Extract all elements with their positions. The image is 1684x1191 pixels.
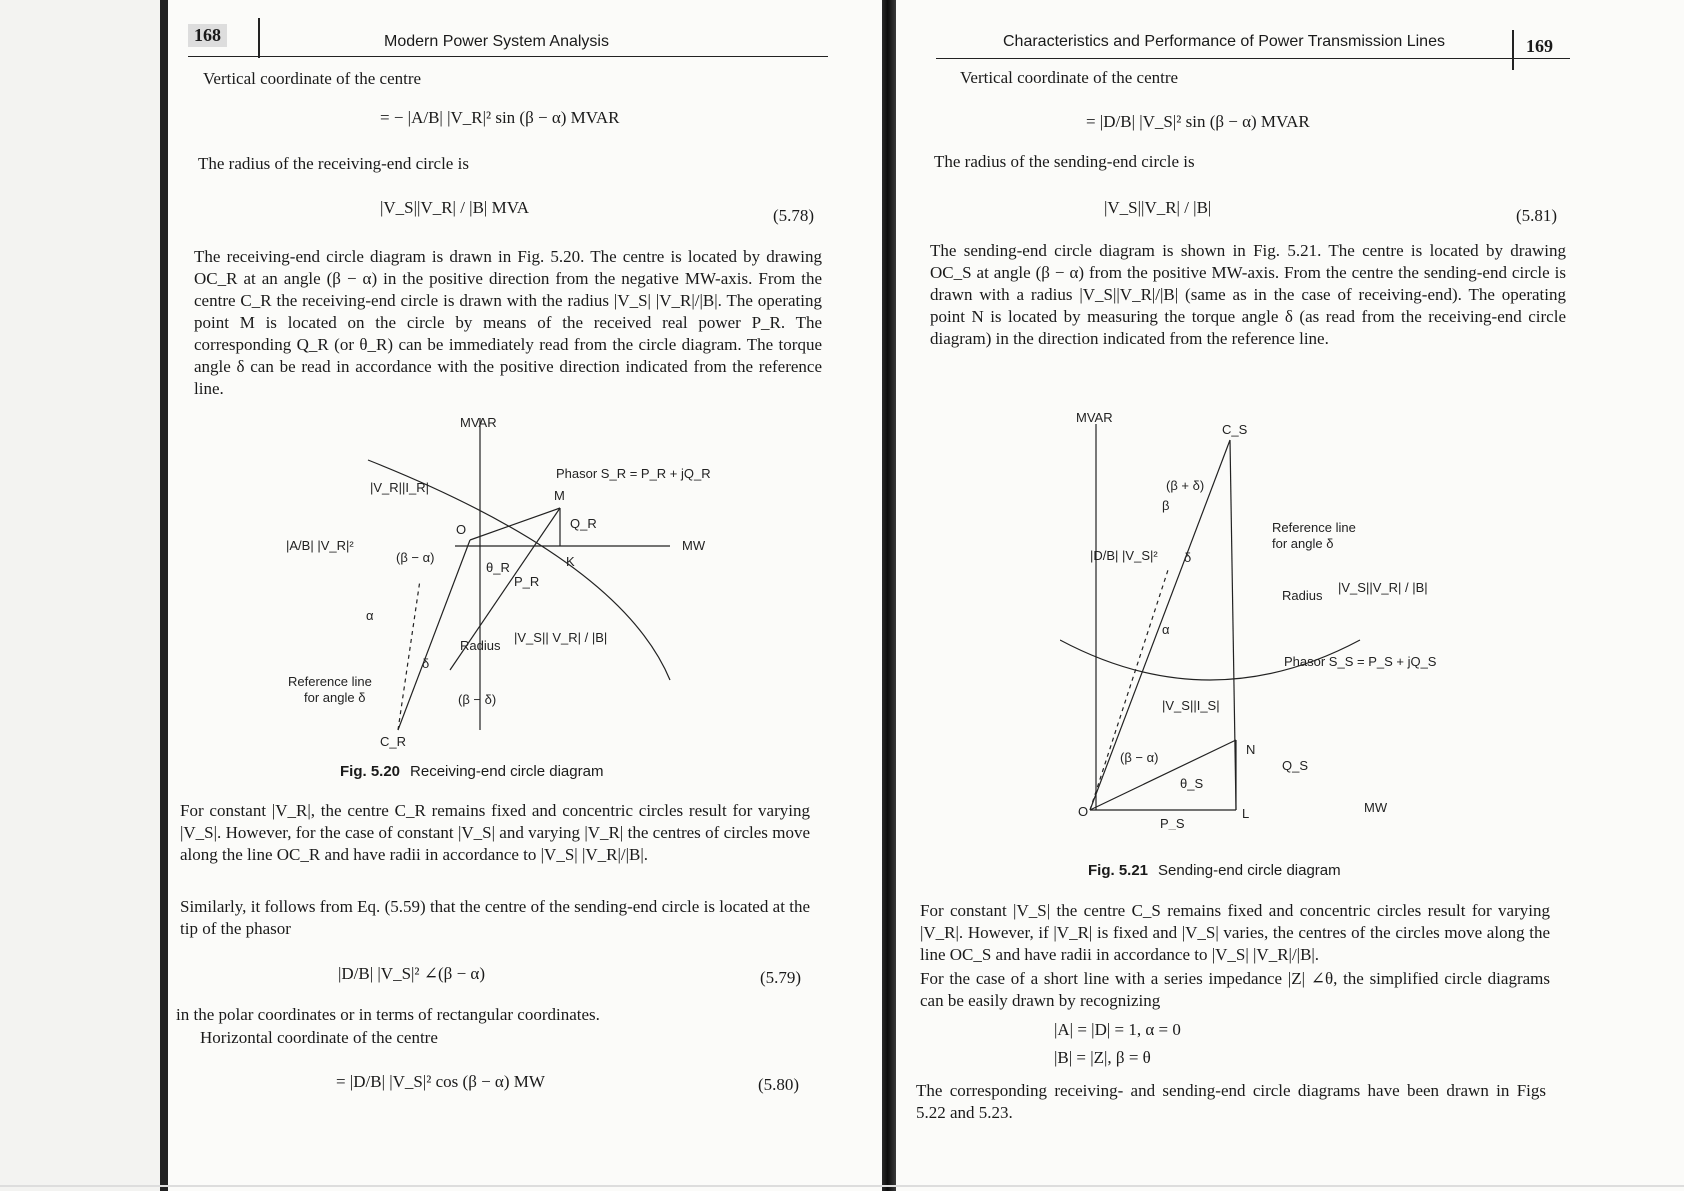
alpha-label: α: [1162, 622, 1170, 637]
paragraph: For the case of a short line with a series impedance |Z| ∠θ, the simplified circle diagrams can be easily drawn by recognizing: [920, 969, 1550, 1010]
running-head: Modern Power System Analysis: [384, 33, 609, 50]
radius-label: Radius: [460, 638, 501, 653]
beta-delta-label: (β + δ): [1166, 478, 1205, 493]
beta-delta-label: (β − δ): [458, 692, 497, 707]
cs-label: C_S: [1222, 422, 1248, 437]
cr-label: C_R: [380, 734, 407, 749]
vrir-label: |V_R||I_R|: [370, 480, 430, 495]
for-angle-label: for angle δ: [1272, 536, 1334, 551]
ab-vr-label: |A/B| |V_R|²: [286, 538, 354, 553]
text-line: The radius of the sending-end circle is: [934, 152, 1195, 171]
equation: |A| = |D| = 1, α = 0: [1054, 1020, 1181, 1039]
for-angle-label: for angle δ: [304, 690, 366, 705]
header-divider: [1512, 30, 1514, 70]
mvar-label: MVAR: [460, 415, 497, 430]
scan-bottom-edge: [0, 1185, 1684, 1187]
equation: |B| = |Z|, β = θ: [1054, 1048, 1151, 1067]
pr-label: P_R: [514, 574, 540, 589]
mw-label: MW: [682, 538, 706, 553]
alpha-label: α: [366, 608, 374, 623]
book-spine: [882, 0, 896, 1191]
qs-label: Q_S: [1282, 758, 1309, 773]
radius-fraction: |V_S||V_R| / |B|: [1338, 580, 1428, 595]
mvar-label: MVAR: [1076, 410, 1113, 425]
delta-label: δ: [422, 656, 430, 671]
ref-line-label: Reference line: [288, 674, 372, 689]
beta-alpha-label: (β − α): [396, 550, 435, 565]
text-line: Horizontal coordinate of the centre: [200, 1028, 438, 1047]
text-line: Vertical coordinate of the centre: [960, 68, 1179, 87]
l-label: L: [1242, 806, 1250, 821]
radius-label: Radius: [1282, 588, 1323, 603]
m-label: M: [554, 488, 565, 503]
figure-label: Fig. 5.20: [340, 763, 401, 780]
line-ocs: [1090, 440, 1230, 810]
radius-fraction: |V_S|| V_R| / |B|: [514, 630, 608, 645]
text-line: The radius of the receiving-end circle is: [198, 154, 469, 173]
beta-label: β: [1162, 498, 1170, 513]
equation: = |D/B| |V_S|² sin (β − α) MVAR: [1086, 112, 1310, 131]
equation-number: (5.80): [758, 1075, 800, 1094]
n-label: N: [1246, 742, 1256, 757]
equation: = |D/B| |V_S|² cos (β − α) MW: [336, 1072, 545, 1091]
text-line: in the polar coordinates or in terms of rectangular coordinates.: [176, 1005, 600, 1024]
beta-alpha-label: (β − α): [1120, 750, 1159, 765]
equation-number: (5.78): [773, 206, 815, 225]
header-divider: [258, 18, 260, 58]
dbvs-label: |D/B| |V_S|²: [1090, 548, 1158, 563]
equation: |V_S||V_R| / |B|: [1104, 198, 1212, 217]
radius-line: [1230, 440, 1236, 810]
o-label: O: [456, 522, 467, 537]
receiving-end-circle-diagram: [270, 410, 740, 750]
mw-label: MW: [1364, 800, 1388, 815]
figure-caption: [340, 763, 603, 780]
phasor-label: Phasor S_S = P_S + jQ_S: [1284, 654, 1437, 669]
figure-label: Fig. 5.21: [1088, 862, 1149, 879]
paragraph: The sending-end circle diagram is shown in Fig. 5.21. The centre is located by drawing OC_S at angle (β − α) from the positive MW-axis. From the centre the sending-end circle is drawn with a radius |V_S||V_R|/|B| (same as in the case of receiving-end). The operating point N is located by measuring the torque angle δ (as read from the receiving-end circle diagram) in the direction indicated from the reference line.: [930, 241, 1566, 348]
header-rule: [188, 56, 828, 57]
reference-line: [1090, 570, 1168, 810]
sending-end-circle-diagram: [1060, 410, 1440, 830]
o-label: O: [1078, 804, 1089, 819]
page-number: 169: [1526, 36, 1553, 56]
paragraph: The receiving-end circle diagram is drawn in Fig. 5.20. The centre is located by drawing OC_R at an angle (β − α) in the positive direction from the negative MW-axis. From the centre C_R the receiving-end circle is drawn with the radius |V_S| |V_R|/|B|. The operating point M is located on the circle by means of the received real power P_R. The corresponding Q_R (or θ_R) can be immediately read from the circle diagram. The torque angle δ can be read in accordance with the positive direction indicated from the reference line.: [194, 247, 822, 398]
paragraph: The corresponding receiving- and sending-end circle diagrams have been drawn in Figs 5.22 and 5.23.: [916, 1081, 1546, 1122]
reference-line: [398, 580, 420, 730]
running-head: Characteristics and Performance of Power Transmission Lines: [1003, 33, 1445, 50]
text-line: Vertical coordinate of the centre: [203, 69, 422, 88]
figure-caption: [1088, 862, 1341, 879]
paragraph: For constant |V_R|, the centre C_R remains fixed and concentric circles result for varying |V_S|. However, for the case of constant |V_S| and varying |V_R| the centres of circles move along the line OC_R and have radii in accordance to |V_S| |V_R|/|B|.: [180, 801, 810, 864]
equation: |D/B| |V_S|² ∠(β − α): [338, 964, 485, 983]
ref-line-label: Reference line: [1272, 520, 1356, 535]
paragraph: For constant |V_S| the centre C_S remains fixed and concentric circles result for varying |V_R|. However, if |V_R| is fixed and |V_S| varies, the centres of the circles move along the line OC_S and have radii in accordance to |V_S| |V_R|/|B|.: [920, 901, 1550, 964]
figure-title: Receiving-end circle diagram: [410, 763, 604, 780]
theta-s-label: θ_S: [1180, 776, 1204, 791]
equation: |V_S||V_R| / |B| MVA: [380, 198, 530, 217]
paragraph: Similarly, it follows from Eq. (5.59) that the centre of the sending-end circle is located at the tip of the phasor: [180, 897, 810, 938]
equation: = − |A/B| |V_R|² sin (β − α) MVAR: [380, 108, 620, 127]
page-number: 168: [188, 24, 227, 47]
figure-title: Sending-end circle diagram: [1158, 862, 1341, 879]
ps-label: P_S: [1160, 816, 1185, 830]
qr-label: Q_R: [570, 516, 597, 531]
header-rule: [936, 58, 1570, 59]
theta-r-label: θ_R: [486, 560, 510, 575]
page-edge-shadow: [160, 0, 168, 1191]
delta-label: δ: [1184, 550, 1192, 565]
k-label: K: [566, 554, 575, 569]
vsis-label: |V_S||I_S|: [1162, 698, 1220, 713]
phasor-label: Phasor S_R = P_R + jQ_R: [556, 466, 711, 481]
equation-number: (5.79): [760, 968, 802, 987]
equation-number: (5.81): [1516, 206, 1558, 225]
